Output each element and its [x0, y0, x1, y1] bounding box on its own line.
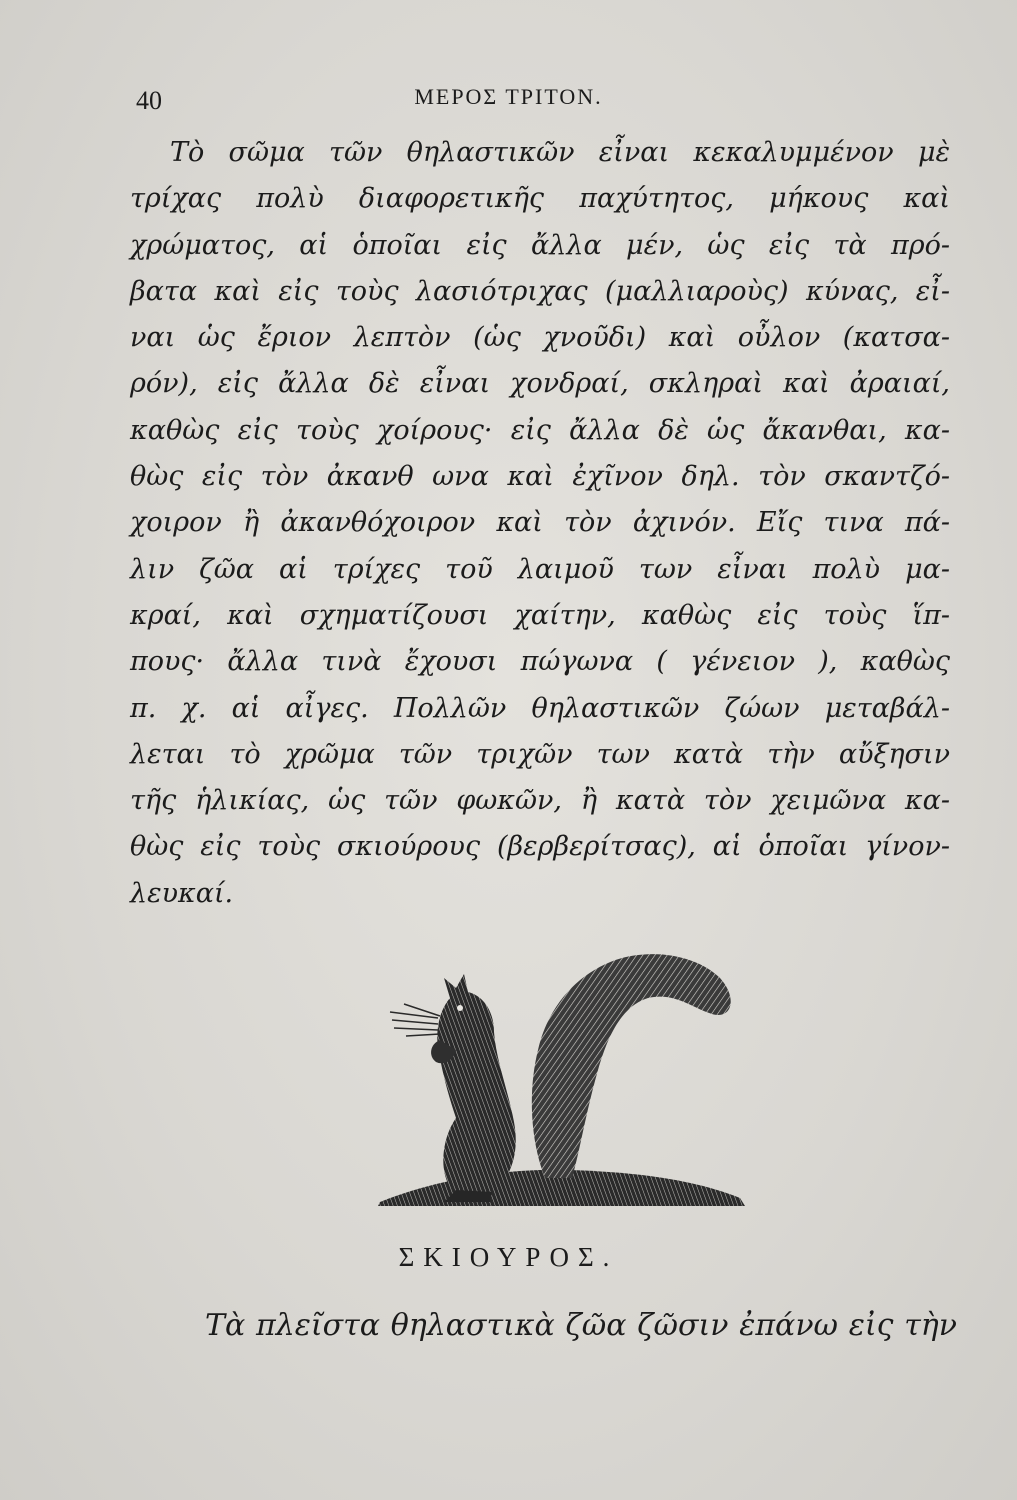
text-line: λιν ζῶα αἱ τρίχες τοῦ λαιμοῦ των εἶναι πολὺ μα- — [130, 553, 950, 585]
text-line: τρίχας πολὺ διαφορετικῆς παχύτητος, μήκους καὶ — [130, 183, 950, 215]
text-line: πους· ἄλλα τινὰ ἔχουσι πώγωνα ( γένειον ), καθὼς — [130, 646, 950, 678]
text-line: θὼς εἰς τὸν ἀκανθ ωνα καὶ ἐχῖνον δηλ. τὸν σκαντζό- — [130, 461, 950, 493]
squirrel-tail — [532, 954, 731, 1178]
text-line: χοιρον ἢ ἀκανθόχοιρον καὶ τὸν ἀχινόν. Εἴς τινα πά- — [130, 507, 950, 539]
page-number: 40 — [136, 86, 162, 115]
squirrel-illustration — [360, 940, 780, 1230]
squirrel-body — [437, 974, 516, 1192]
running-head: ΜΕΡΟΣ ΤΡΙΤΟΝ. — [414, 84, 603, 109]
text-line: τῆς ἡλικίας, ὡς τῶν φωκῶν, ἢ κατὰ τὸν χειμῶνα κα- — [130, 785, 950, 817]
text-line: λευκαί. — [130, 877, 234, 909]
text-line: καθὼς εἰς τοὺς χοίρους· εἰς ἄλλα δὲ ὡς ἄκανθαι, κα- — [130, 414, 950, 446]
text-line: θὼς εἰς τοὺς σκιούρους (βερβερίτσας), αἱ ὁποῖαι γίνον- — [130, 831, 950, 863]
text-line: κραί, καὶ σχηματίζουσι χαίτην, καθὼς εἰς τοὺς ἵπ- — [130, 599, 950, 631]
figure-caption: ΣΚΙΟΥΡΟΣ. — [398, 1242, 619, 1272]
paragraph — [130, 130, 950, 917]
text-line: Τὸ σῶμα τῶν θηλαστικῶν εἶναι κεκαλυμμένον μὲ — [170, 137, 950, 168]
text-line: ρόν), εἰς ἄλλα δὲ εἶναι χονδραί, σκληραὶ καὶ ἀραιαί, — [130, 368, 950, 400]
text-line: χρώματος, αἱ ὁποῖαι εἰς ἄλλα μέν, ὡς εἰς τὰ πρό- — [130, 229, 950, 261]
text-line: Τὰ πλεῖστα θηλαστικὰ ζῶα ζῶσιν ἐπάνω εἰς τὴν — [205, 1308, 957, 1343]
text-line: βατα καὶ εἰς τοὺς λασιότριχας (μαλλιαροὺς) κύνας, εἶ- — [130, 275, 950, 307]
text-line: π. χ. αἱ αἶγες. Πολλῶν θηλαστικῶν ζώων μεταβάλ- — [130, 692, 950, 724]
text-line: ναι ὡς ἔριον λεπτὸν (ὡς χνοῦδι) καὶ οὖλον (κατσα- — [130, 322, 950, 354]
text-line: λεται τὸ χρῶμα τῶν τριχῶν των κατὰ τὴν αὔξησιν — [130, 738, 950, 770]
